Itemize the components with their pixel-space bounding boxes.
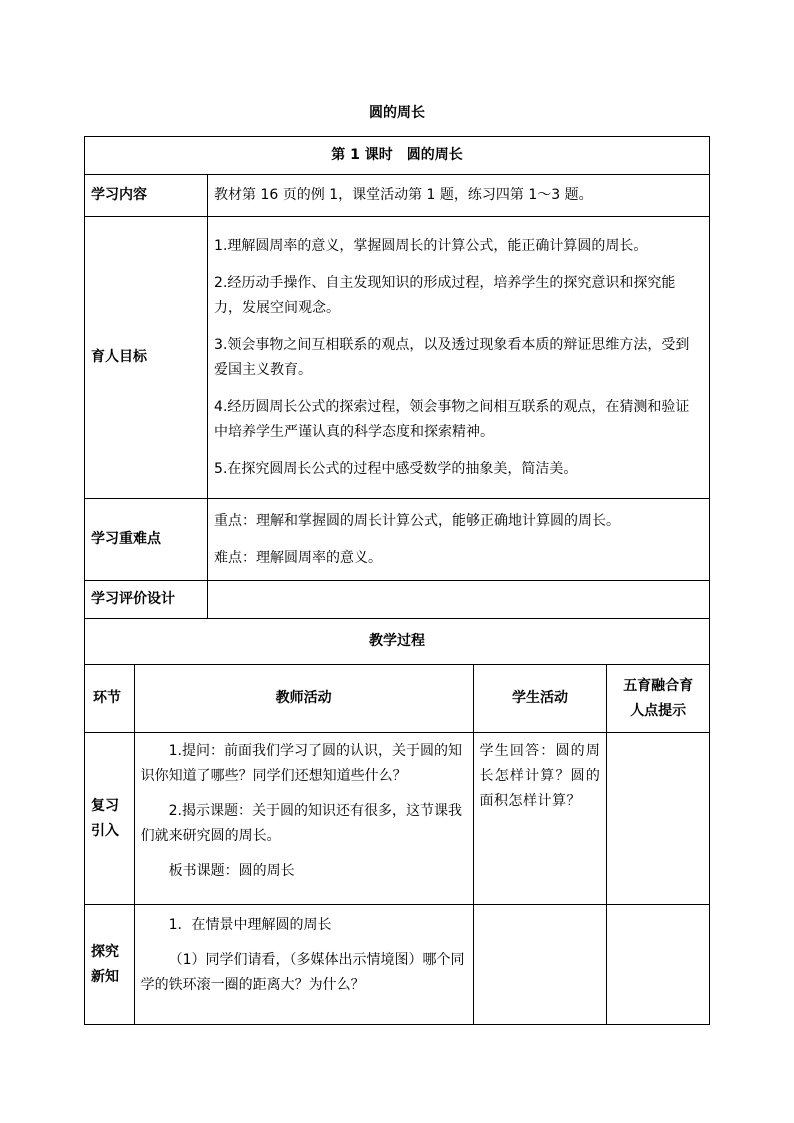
goal-item: 1.理解圆周率的意义，掌握圆周长的计算公式，能正确计算圆的周长。: [214, 237, 648, 254]
explore-row: [85, 905, 710, 1025]
goal-item: 3.领会事物之间互相联系的观点，以及透过现象看本质的辩证思维方法，受到爱国主义教育。: [214, 336, 690, 378]
difficult-point: 难点：理解圆周率的意义。: [214, 549, 383, 566]
review-row: [85, 733, 710, 905]
explore-teacher-item: （1）同学们请看，（多媒体出示情境图）哪个同学的铁环滚一圈的距离大？为什么？: [140, 952, 465, 993]
goals-label: 育人目标: [85, 217, 208, 499]
review-tips: [607, 733, 710, 905]
process-title: 教学过程: [85, 619, 710, 665]
col-teacher-header: 教师活动: [134, 665, 473, 733]
difficulty-row: [85, 499, 710, 581]
col-student-header: 学生活动: [473, 665, 607, 733]
explore-teacher-item: 1．在情景中理解圆的周长: [168, 917, 332, 933]
document-title: 圆的周长: [369, 105, 425, 121]
col-tips-header: 五育融合育人点提示: [607, 665, 710, 733]
review-teacher-item: 2.揭示课题：关于圆的知识还有很多，这节课我们就来研究圆的周长。: [140, 803, 462, 844]
goal-item: 2.经历动手操作、自主发现知识的形成过程，培养学生的探究意识和探究能力，发展空间观念。: [214, 274, 676, 316]
goals-list: [208, 217, 710, 499]
lesson-header-row: [85, 137, 710, 175]
content-label: 学习内容: [85, 175, 208, 217]
evaluation-text: [208, 581, 710, 619]
explore-student-activity: [473, 905, 607, 1025]
process-header-row: [85, 665, 710, 733]
explore-tips: [607, 905, 710, 1025]
review-teacher-item: 1.提问：前面我们学习了圆的认识，关于圆的知识你知道了哪些？同学们还想知道些什么？: [140, 743, 462, 784]
difficulty-text: [208, 499, 710, 581]
explore-stage: 探究新知: [85, 905, 135, 1025]
evaluation-label: 学习评价设计: [85, 581, 208, 619]
evaluation-row: [85, 581, 710, 619]
process-title-row: [85, 619, 710, 665]
lesson-plan-table: [84, 136, 710, 1025]
goals-row: [85, 217, 710, 499]
content-row: [85, 175, 710, 217]
difficulty-label: 学习重难点: [85, 499, 208, 581]
review-teacher-item: 板书课题：圆的周长: [168, 863, 295, 879]
explore-teacher-activity: [134, 905, 473, 1025]
content-text: 教材第 16 页的例 1，课堂活动第 1 题，练习四第 1～3 题。: [208, 175, 710, 217]
goal-item: 5.在探究圆周长公式的过程中感受数学的抽象美，简洁美。: [214, 460, 578, 477]
key-point: 重点：理解和掌握圆的周长计算公式，能够正确地计算圆的周长。: [214, 512, 621, 529]
lesson-header: 第 1 课时 圆的周长: [85, 137, 710, 175]
review-teacher-activity: [134, 733, 473, 905]
review-student-activity: 学生回答：圆的周长怎样计算？圆的面积怎样计算？: [473, 733, 607, 905]
review-stage: 复习引入: [85, 733, 135, 905]
col-stage-header: 环节: [85, 665, 135, 733]
goal-item: 4.经历圆周长公式的探索过程，领会事物之间相互联系的观点，在猜测和验证中培养学生严谨认真的科学态度和探索精神。: [214, 398, 690, 440]
